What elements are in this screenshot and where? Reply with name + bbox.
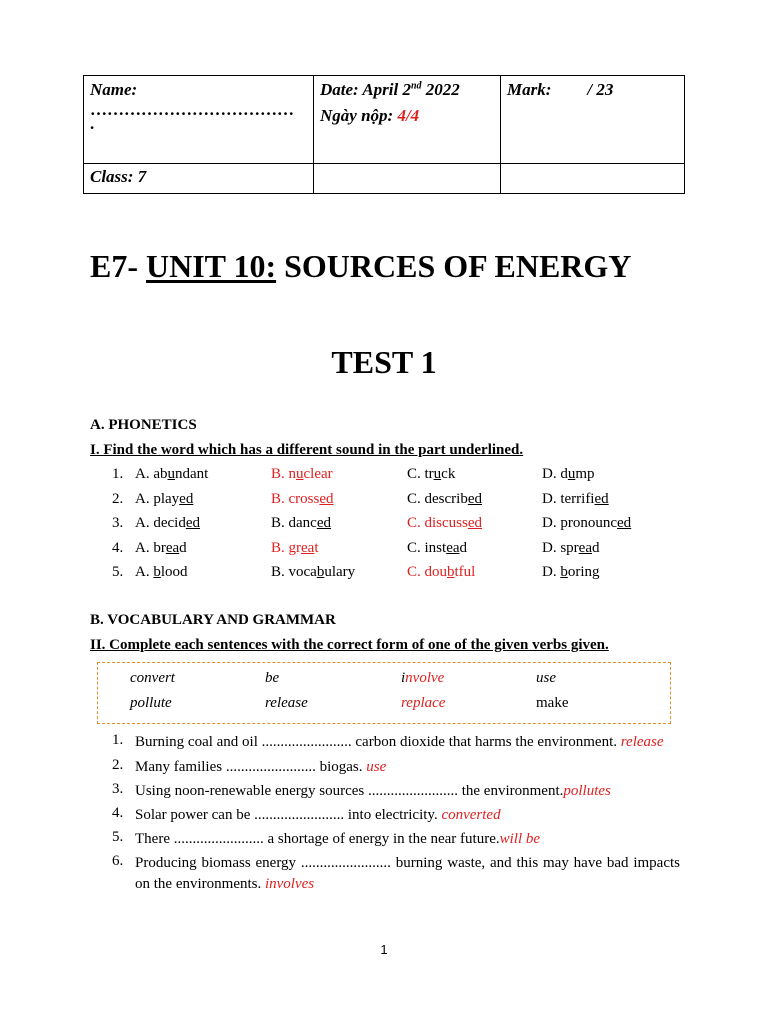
title-topic: SOURCES OF ENERGY xyxy=(276,248,632,284)
sentence-answer: release xyxy=(620,734,664,750)
verb-word xyxy=(265,670,279,687)
underlined-part: ea xyxy=(301,539,315,556)
underlined-part: ed xyxy=(316,515,331,531)
underlined-part: ed xyxy=(185,515,200,531)
date-prefix: Date: April 2 xyxy=(320,80,411,99)
option xyxy=(407,515,482,532)
option xyxy=(542,491,609,508)
option-text: C. dou xyxy=(407,564,448,580)
due-label: Ngày nộp: xyxy=(320,106,398,125)
section-a-instruction: I. Find the word which has a different sound in the part underlined. xyxy=(90,442,524,458)
sentence-text: Solar power can be ........................ into electricity. xyxy=(135,807,442,823)
sentence-answer: will be xyxy=(499,831,541,847)
underlined-part: ed xyxy=(319,490,334,507)
option-text: tful xyxy=(454,564,476,580)
option xyxy=(271,540,319,557)
option-text: ck xyxy=(441,466,456,482)
option-text: lood xyxy=(160,564,188,580)
section-a-heading: A. PHONETICS xyxy=(90,417,197,433)
option-text: mp xyxy=(575,466,595,482)
option xyxy=(407,466,455,483)
sentence-text: Producing biomass energy ........................ burning waste, and this may have bad impacts on the environments. xyxy=(135,855,680,892)
word-text: release xyxy=(265,695,308,711)
option-text: A. br xyxy=(135,539,166,556)
class-cell: Class: 7 xyxy=(84,164,314,194)
sentence-answer: involves xyxy=(264,876,315,892)
item-number: 2. xyxy=(112,490,124,507)
option-text: D. spr xyxy=(542,539,579,556)
underlined-part: ed xyxy=(467,490,482,507)
sentence-text: There ........................ a shortage of energy in the near future. xyxy=(135,831,500,847)
title-prefix: E7- xyxy=(90,248,146,284)
sentence-text: Burning coal and oil ........................ carbon dioxide that harms the environment. xyxy=(135,734,621,750)
underlined-part: u xyxy=(296,466,304,482)
empty-cell-1 xyxy=(314,164,501,194)
underlined-part: ea xyxy=(446,539,460,556)
sentence-text-block xyxy=(135,853,680,895)
sentence-number: 4. xyxy=(112,805,124,821)
verb-word xyxy=(130,670,175,687)
word-highlight: nvolve xyxy=(405,670,445,686)
word-text: pollute xyxy=(130,695,172,711)
phonetics-item xyxy=(0,540,768,562)
option xyxy=(542,515,631,532)
sentence-answer: use xyxy=(366,759,387,775)
option-text: ulary xyxy=(324,564,356,580)
underlined-part: ed xyxy=(179,490,194,507)
date-line xyxy=(320,80,494,100)
underlined-part: b xyxy=(447,564,455,580)
option-text: B. gr xyxy=(271,539,301,556)
item-number: 5. xyxy=(112,564,124,580)
underlined-part: ed xyxy=(467,515,483,531)
verb-word xyxy=(401,670,444,687)
sentence-text-block xyxy=(135,757,680,778)
unit-title xyxy=(90,248,631,285)
sentence-number: 3. xyxy=(112,781,124,797)
phonetics-item xyxy=(0,466,768,488)
option xyxy=(542,564,600,581)
underlined-part: ea xyxy=(578,539,592,556)
sentence-answer: pollutes xyxy=(563,783,611,799)
mark-value: / 23 xyxy=(587,80,614,99)
verb-word xyxy=(536,695,568,712)
word-text: convert xyxy=(130,670,175,686)
option xyxy=(271,564,355,581)
section-b-heading: B. VOCABULARY AND GRAMMAR xyxy=(90,612,336,628)
title-unit: UNIT 10: xyxy=(146,248,277,284)
underlined-part: u xyxy=(167,466,175,482)
option-text: clear xyxy=(303,466,333,482)
option-text: B. voca xyxy=(271,564,317,580)
word-text: i xyxy=(401,670,406,686)
option-text: ndant xyxy=(175,466,209,482)
sentence-number: 5. xyxy=(112,829,124,845)
option xyxy=(407,540,467,557)
underlined-part: ed xyxy=(617,515,632,531)
sentence-number: 1. xyxy=(112,732,124,748)
option-text: A. ab xyxy=(135,466,168,482)
option-text: A. play xyxy=(135,490,180,507)
section-b-instruction: II. Complete each sentences with the correct form of one of the given verbs given. xyxy=(90,637,609,653)
name-dot-end: . xyxy=(90,114,95,133)
word-text: use xyxy=(536,670,556,686)
option xyxy=(135,564,188,581)
option-text: A. decid xyxy=(135,515,186,531)
date-year: 2022 xyxy=(421,80,460,99)
option-text: B. danc xyxy=(271,515,317,531)
sentence-answer: converted xyxy=(441,807,501,823)
underlined-part: ed xyxy=(594,490,609,507)
phonetics-item xyxy=(0,515,768,537)
option-text: t xyxy=(314,539,319,556)
option-text: D. d xyxy=(542,466,568,482)
due-value: 4/4 xyxy=(397,106,420,125)
item-number: 1. xyxy=(112,466,124,482)
option-text: A. xyxy=(135,564,154,580)
option xyxy=(407,564,475,581)
header-table xyxy=(83,75,685,194)
phonetics-item xyxy=(0,491,768,513)
underlined-part: b xyxy=(316,564,325,580)
option-text: oring xyxy=(567,564,600,580)
underlined-part: u xyxy=(567,466,576,482)
sentence-text-block xyxy=(135,805,680,826)
sentence-text-block xyxy=(135,732,680,753)
page-number: 1 xyxy=(380,942,388,957)
option-text: D. pronounc xyxy=(542,515,617,531)
word-highlight: replace xyxy=(401,695,446,711)
due-line xyxy=(320,106,494,126)
sentence-text-block xyxy=(135,829,680,850)
item-number: 4. xyxy=(112,539,124,556)
option xyxy=(135,540,187,557)
option-text: D. xyxy=(542,564,561,580)
option xyxy=(271,466,333,483)
verb-word xyxy=(130,695,172,712)
date-sup: nd xyxy=(410,80,422,92)
option xyxy=(542,540,600,557)
option xyxy=(271,515,331,532)
item-number: 3. xyxy=(112,515,124,531)
word-box xyxy=(97,662,671,724)
sentence-number: 2. xyxy=(112,757,124,773)
option xyxy=(135,515,200,532)
option-text: d xyxy=(592,539,600,556)
option-text: C. inst xyxy=(407,539,447,556)
underlined-part: u xyxy=(433,466,442,482)
sentence-text: Using noon-renewable energy sources ........................ the environment. xyxy=(135,783,564,799)
option-text: B. n xyxy=(271,466,297,482)
sentence-text: Many families ........................ biogas. xyxy=(135,759,367,775)
underlined-part: b xyxy=(153,564,161,580)
name-dots: ……………………………… xyxy=(90,100,294,119)
empty-cell-2 xyxy=(501,164,685,194)
option xyxy=(271,491,334,508)
word-text: make xyxy=(536,695,569,711)
option xyxy=(135,491,193,508)
phonetics-item xyxy=(0,564,768,586)
option-text: d xyxy=(459,539,468,556)
sentence-text-block xyxy=(135,781,680,802)
option xyxy=(542,466,595,483)
option-text: C. describ xyxy=(407,490,468,507)
sentence-number: 6. xyxy=(112,853,124,869)
option-text: C. tr xyxy=(407,466,434,482)
option xyxy=(135,466,208,483)
name-cell xyxy=(84,76,314,164)
verb-word xyxy=(536,670,556,687)
mark-cell xyxy=(501,76,685,164)
date-cell xyxy=(314,76,501,164)
mark-label: Mark: xyxy=(507,80,552,99)
underlined-part: b xyxy=(560,564,568,580)
option-text: D. terrifi xyxy=(542,490,595,507)
verb-word xyxy=(265,695,308,712)
verb-word xyxy=(401,695,445,712)
option-text: B. cross xyxy=(271,490,320,507)
underlined-part: ea xyxy=(165,539,180,556)
option-text: d xyxy=(179,539,187,556)
name-label: Name: xyxy=(90,80,138,99)
word-text: be xyxy=(265,670,280,686)
option xyxy=(407,491,482,508)
option-text: C. discuss xyxy=(407,515,468,531)
test-title: TEST 1 xyxy=(331,344,437,380)
